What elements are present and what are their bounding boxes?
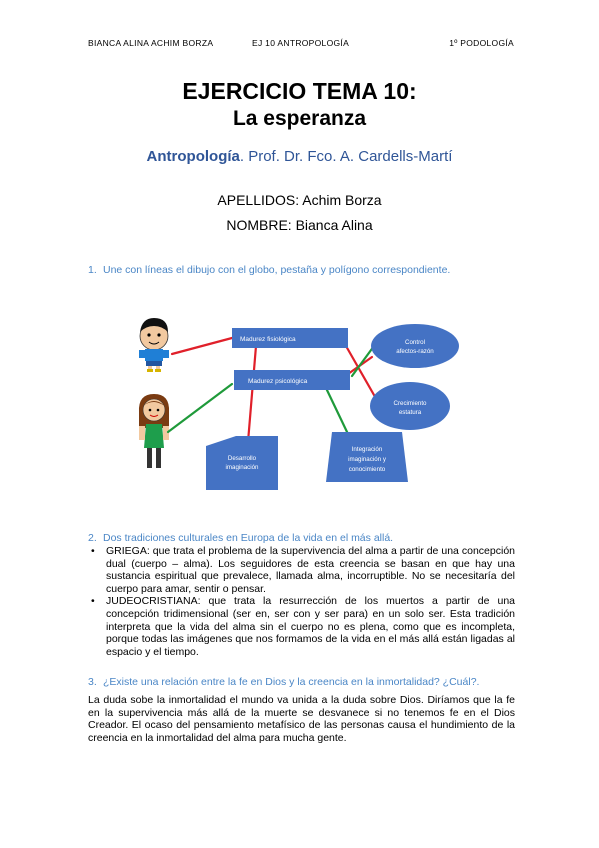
red-line-tab1-globe2 — [346, 346, 378, 402]
matching-diagram — [128, 302, 473, 492]
answer-paragraph: La duda sobe la inmortalidad el mundo va unida a la duda sobre Dios. Diríamos que la fe en la supervivencia más allá de la muerte se desvanece si no tenemos fe en el Dios Creador. El ocaso del pensamiento metafísico de las personas causa el hundimiento de la creencia en la inmortalidad del alma para mucha gente. — [88, 694, 515, 744]
svg-text:Madurez psicológica: Madurez psicológica — [248, 378, 308, 385]
bullet-mark: • — [91, 545, 95, 557]
header-course: EJ 10 ANTROPOLOGÍA — [252, 38, 350, 48]
bullet-text: JUDEOCRISTIANA: que trata la resurrección de los muertos a partir de una concepción tridimensional (ser en, ser con y ser para) en un solo ser. Esta tradición interpreta que la vida del alma sin el cuerpo no es plena, como que es incompleta, porque todas las imágenes que nos formamos de la vida en el más allá están ligadas al espacio y el tiempo. — [106, 595, 515, 658]
svg-text:Desarrollo: Desarrollo — [227, 455, 257, 462]
bullet-mark: • — [91, 595, 95, 608]
question-3 — [88, 676, 479, 688]
boy-figure — [139, 318, 169, 372]
svg-text:conocimiento: conocimiento — [348, 466, 386, 473]
svg-text:estatura: estatura — [398, 409, 422, 416]
question-1 — [88, 264, 450, 276]
nombre-line: NOMBRE: Bianca Alina — [226, 217, 373, 233]
list-item — [88, 545, 515, 595]
polygon-integracion — [326, 432, 408, 482]
svg-text:Madurez fisiológica: Madurez fisiológica — [240, 336, 296, 343]
tab-madurez-psicologica — [234, 370, 350, 390]
document-title: EJERCICIO TEMA 10: — [182, 78, 417, 104]
header-degree: 1º PODOLOGÍA — [449, 38, 514, 48]
question-text: Dos tradiciones culturales en Europa de la vida en el más allá. — [103, 532, 394, 544]
subject-line — [0, 148, 599, 165]
svg-text:imaginación: imaginación — [225, 464, 259, 471]
red-line-tab1-poly1 — [248, 346, 256, 442]
question-text: Une con líneas el dibujo con el globo, pestaña y polígono correspondiente. — [103, 264, 451, 276]
question-number: 2. — [88, 532, 97, 544]
apellidos-line: APELLIDOS: Achim Borza — [217, 192, 382, 208]
bullet-text: GRIEGA: que trata el problema de la supervivencia del alma a partir de una concepción dual (cuerpo – alma). Los seguidores de esta creencia se basan en que hay una sustancia espiritual que prevalece, llamada alma, incorruptible. No se necesitaría del cuerpo para amar, sentir o pensar. — [106, 545, 515, 595]
question-number: 1. — [88, 264, 97, 276]
green-line-girl-tab2 — [168, 384, 232, 432]
question-number: 3. — [88, 676, 97, 688]
bullet-list — [88, 545, 515, 658]
polygon-desarrollo-imaginacion — [206, 436, 278, 490]
professor-name: . Prof. Dr. Fco. A. Cardells-Martí — [239, 148, 453, 165]
svg-text:Crecimiento: Crecimiento — [393, 400, 427, 407]
svg-text:Control: Control — [405, 339, 425, 346]
list-item — [88, 595, 515, 658]
subject-name: Antropología — [146, 148, 240, 165]
svg-text:afectos-razón: afectos-razón — [396, 348, 434, 355]
svg-text:Integración: Integración — [351, 446, 383, 453]
globe-control-afectos — [371, 324, 459, 368]
tab-madurez-fisiologica — [232, 328, 348, 348]
red-line-boy-tab1 — [172, 338, 232, 354]
globe-crecimiento-estatura — [370, 382, 450, 430]
green-line-tab2-poly2 — [326, 388, 348, 434]
girl-figure — [139, 394, 169, 468]
header-author: BIANCA ALINA ACHIM BORZA — [88, 38, 214, 48]
svg-text:imaginación y: imaginación y — [348, 456, 386, 463]
question-2 — [88, 532, 393, 544]
document-subtitle: La esperanza — [232, 107, 367, 130]
question-text: ¿Existe una relación entre la fe en Dios y la creencia en la inmortalidad? ¿Cuál?. — [103, 676, 480, 688]
